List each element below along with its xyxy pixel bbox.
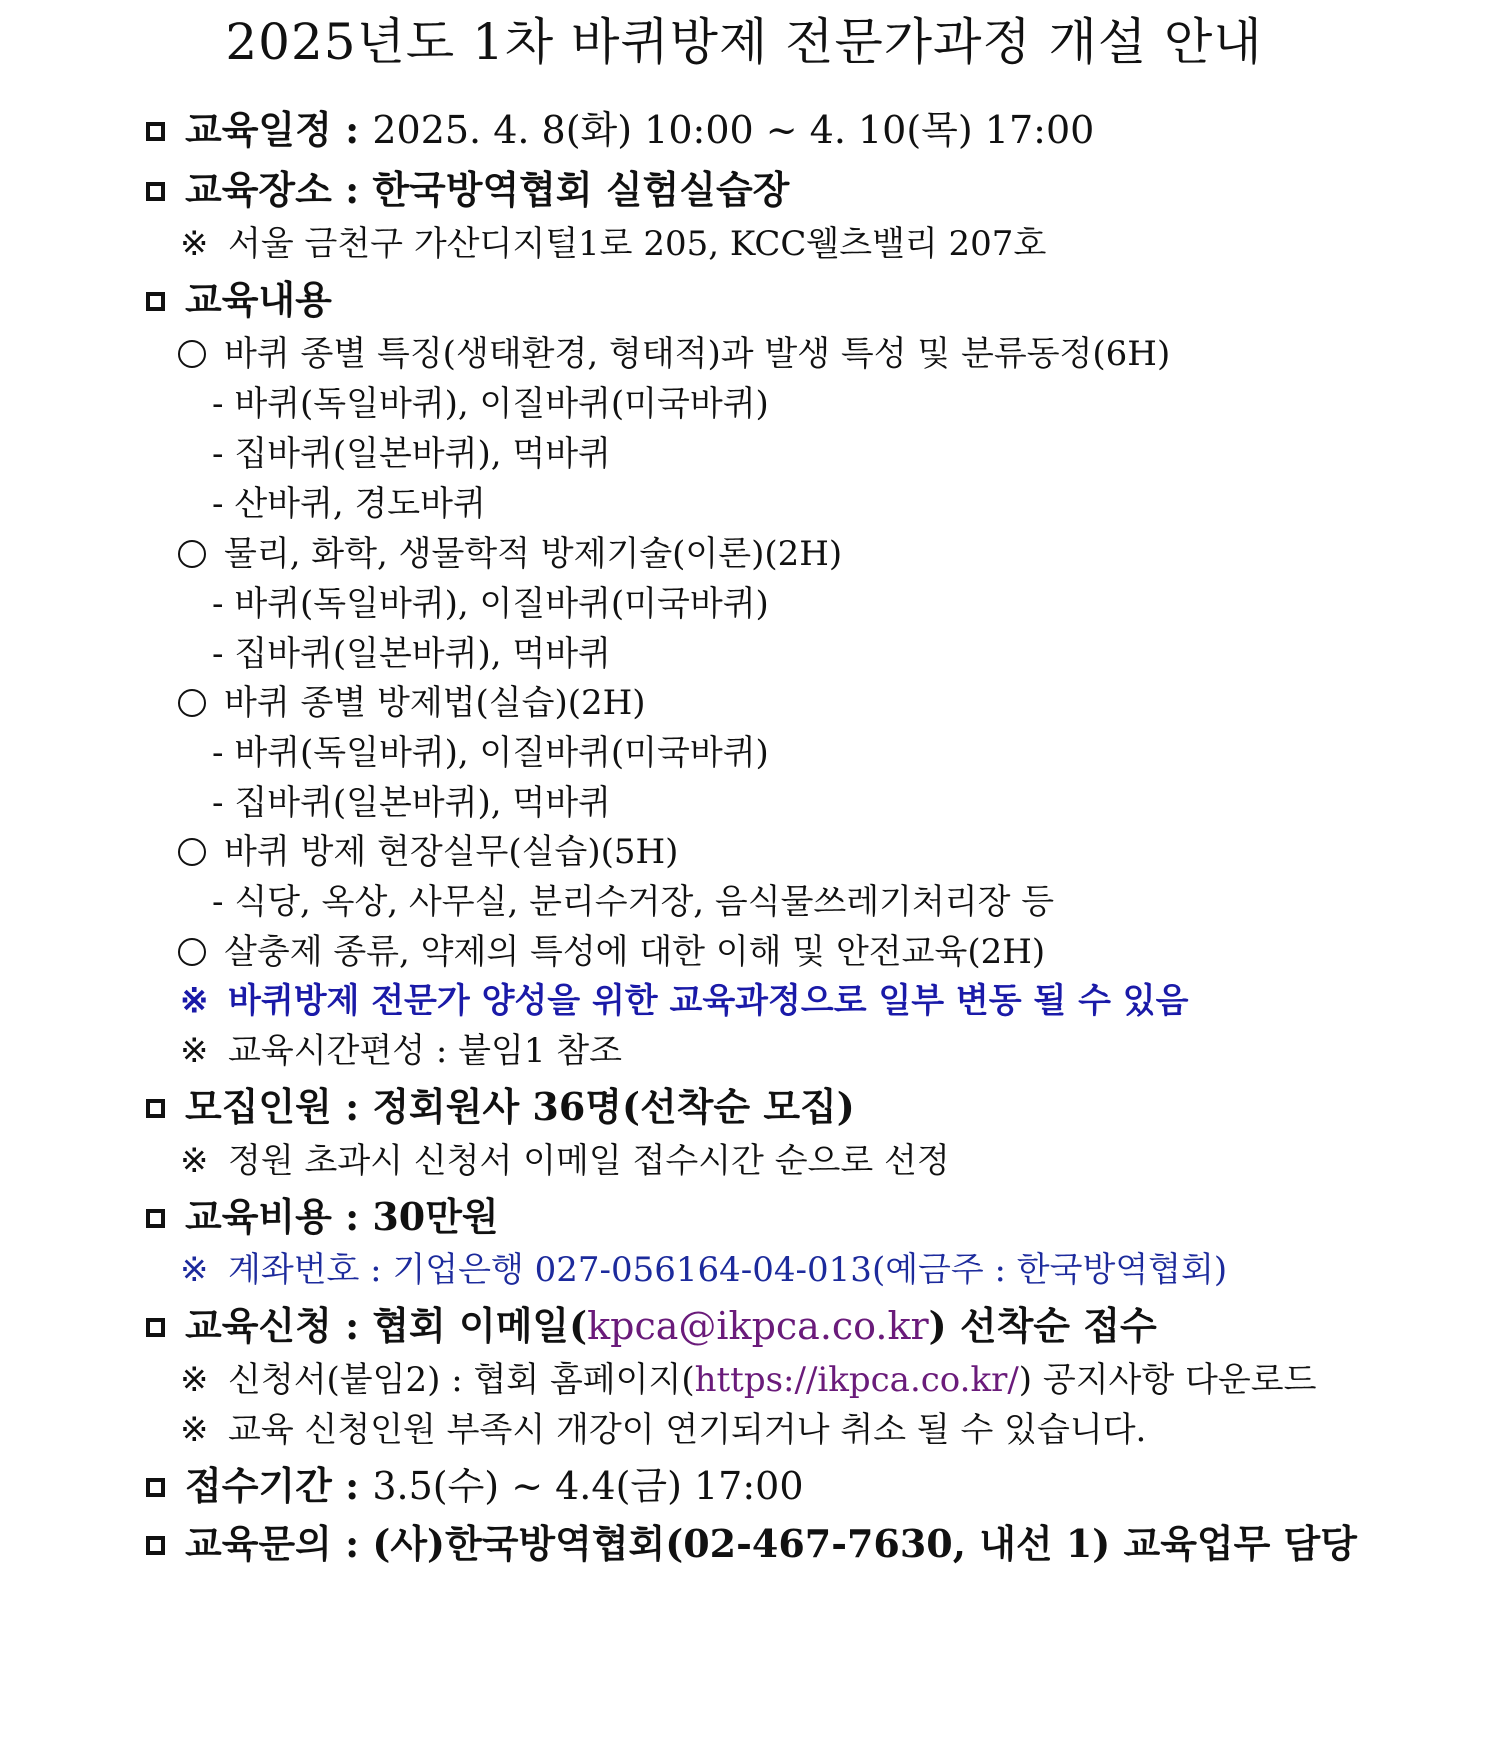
section-label: 교육신청 <box>185 1303 332 1348</box>
section-value: 30만원 <box>372 1194 499 1239</box>
separator: : <box>345 1084 360 1129</box>
reference-mark-icon: ※ <box>180 1250 209 1290</box>
separator: : <box>345 1303 360 1348</box>
separator: : <box>345 1194 360 1239</box>
separator: : <box>345 107 360 152</box>
section-apply <box>146 1304 1157 1348</box>
square-bullet-icon <box>146 1099 165 1118</box>
module-subitem <box>212 731 769 775</box>
circle-bullet-icon <box>178 938 206 966</box>
dash-bullet: - <box>212 434 224 474</box>
section-recruit <box>146 1085 855 1129</box>
schedule-change-note <box>180 979 1188 1023</box>
section-inquiry <box>146 1522 1357 1566</box>
reference-mark-icon: ※ <box>180 224 209 264</box>
module-title: 살충제 종류, 약제의 특성에 대한 이해 및 안전교육(2H) <box>224 932 1046 972</box>
section-value: 3.5(수) ~ 4.4(금) 17:00 <box>372 1464 804 1508</box>
square-bullet-icon <box>146 182 165 201</box>
reference-mark-icon: ※ <box>180 981 209 1021</box>
square-bullet-icon <box>146 1478 165 1497</box>
dash-bullet: - <box>212 783 224 823</box>
subitem-text: 집바퀴(일본바퀴), 먹바퀴 <box>234 783 611 823</box>
section-label: 교육장소 <box>185 167 332 212</box>
section-label: 교육문의 <box>185 1521 332 1566</box>
subitem-text: 집바퀴(일본바퀴), 먹바퀴 <box>234 634 611 674</box>
note-text: 정원 초과시 신청서 이메일 접수시간 순으로 선정 <box>228 1141 950 1181</box>
module-subitem <box>212 632 611 676</box>
module-subitem <box>212 432 611 476</box>
module-subitem <box>212 382 769 426</box>
section-venue <box>146 168 789 212</box>
bank-account-note <box>180 1248 1227 1292</box>
module-title: 물리, 화학, 생물학적 방제기술(이론)(2H) <box>224 534 843 574</box>
note-text: 서울 금천구 가산디지털1로 205, KCC웰츠밸리 207호 <box>228 224 1047 264</box>
module-subitem <box>212 880 1054 924</box>
section-value: 정회원사 36명(선착순 모집) <box>372 1084 855 1129</box>
note-text-prefix: 신청서(붙임2) : 협회 홈페이지( <box>228 1360 695 1400</box>
square-bullet-icon <box>146 1536 165 1555</box>
note-text: 교육 신청인원 부족시 개강이 연기되거나 취소 될 수 있습니다. <box>228 1410 1147 1450</box>
application-form-note <box>180 1358 1316 1402</box>
section-label: 모집인원 <box>185 1084 332 1129</box>
module-subitem <box>212 482 486 526</box>
dash-bullet: - <box>212 733 224 773</box>
circle-bullet-icon <box>178 340 206 368</box>
separator: : <box>345 1521 360 1566</box>
reference-mark-icon: ※ <box>180 1410 209 1450</box>
circle-bullet-icon <box>178 540 206 568</box>
module-item <box>178 681 646 725</box>
module-subitem <box>212 781 611 825</box>
module-item <box>178 830 678 874</box>
module-item <box>178 532 842 576</box>
note-text: 바퀴방제 전문가 양성을 위한 교육과정으로 일부 변동 될 수 있음 <box>228 981 1189 1021</box>
square-bullet-icon <box>146 1318 165 1337</box>
circle-bullet-icon <box>178 838 206 866</box>
subitem-text: 집바퀴(일본바퀴), 먹바퀴 <box>234 434 611 474</box>
subitem-text: 바퀴(독일바퀴), 이질바퀴(미국바퀴) <box>234 733 769 773</box>
separator: : <box>345 167 360 212</box>
email-link[interactable]: kpca@ikpca.co.kr <box>587 1304 929 1348</box>
square-bullet-icon <box>146 1209 165 1228</box>
subitem-text: 바퀴(독일바퀴), 이질바퀴(미국바퀴) <box>234 384 769 424</box>
section-content <box>146 278 332 322</box>
section-label: 접수기간 <box>185 1463 332 1508</box>
separator: : <box>345 1463 360 1508</box>
square-bullet-icon <box>146 122 165 141</box>
subitem-text: 산바퀴, 경도바퀴 <box>234 484 486 524</box>
reference-mark-icon: ※ <box>180 1031 209 1071</box>
section-period <box>146 1464 804 1508</box>
circle-bullet-icon <box>178 689 206 717</box>
note-text-suffix: ) 공지사항 다운로드 <box>1018 1360 1317 1400</box>
venue-address-note <box>180 222 1046 266</box>
module-subitem <box>212 582 769 626</box>
section-label: 교육일정 <box>185 107 332 152</box>
dash-bullet: - <box>212 484 224 524</box>
recruit-note <box>180 1139 950 1183</box>
square-bullet-icon <box>146 292 165 311</box>
homepage-link[interactable]: https://ikpca.co.kr/ <box>694 1360 1019 1400</box>
cancellation-note <box>180 1408 1146 1452</box>
dash-bullet: - <box>212 882 224 922</box>
section-fee <box>146 1195 499 1239</box>
module-title: 바퀴 종별 방제법(실습)(2H) <box>224 683 646 723</box>
timetable-note <box>180 1029 622 1073</box>
section-value-suffix: ) 선착순 접수 <box>928 1303 1157 1348</box>
section-value: (사)한국방역협회(02-467-7630, 내선 1) 교육업무 담당 <box>372 1521 1357 1566</box>
module-item <box>178 332 1170 376</box>
dash-bullet: - <box>212 384 224 424</box>
reference-mark-icon: ※ <box>180 1360 209 1400</box>
section-value: 2025. 4. 8(화) 10:00 ~ 4. 10(목) 17:00 <box>372 108 1095 152</box>
section-label: 교육내용 <box>185 277 332 322</box>
section-label: 교육비용 <box>185 1194 332 1239</box>
dash-bullet: - <box>212 584 224 624</box>
section-schedule <box>146 108 1094 152</box>
section-value: 한국방역협회 실험실습장 <box>372 167 790 212</box>
section-value-prefix: 협회 이메일( <box>372 1303 588 1348</box>
dash-bullet: - <box>212 634 224 674</box>
note-text: 교육시간편성 : 붙임1 참조 <box>228 1031 622 1071</box>
module-item <box>178 930 1045 974</box>
note-text: 계좌번호 : 기업은행 027-056164-04-013(예금주 : 한국방역협회) <box>228 1250 1228 1290</box>
subitem-text: 바퀴(독일바퀴), 이질바퀴(미국바퀴) <box>234 584 769 624</box>
page-title: 2025년도 1차 바퀴방제 전문가과정 개설 안내 <box>225 13 1263 71</box>
reference-mark-icon: ※ <box>180 1141 209 1181</box>
module-title: 바퀴 방제 현장실무(실습)(5H) <box>224 832 679 872</box>
module-title: 바퀴 종별 특징(생태환경, 형태적)과 발생 특성 및 분류동정(6H) <box>224 334 1171 374</box>
subitem-text: 식당, 옥상, 사무실, 분리수거장, 음식물쓰레기처리장 등 <box>234 882 1055 922</box>
